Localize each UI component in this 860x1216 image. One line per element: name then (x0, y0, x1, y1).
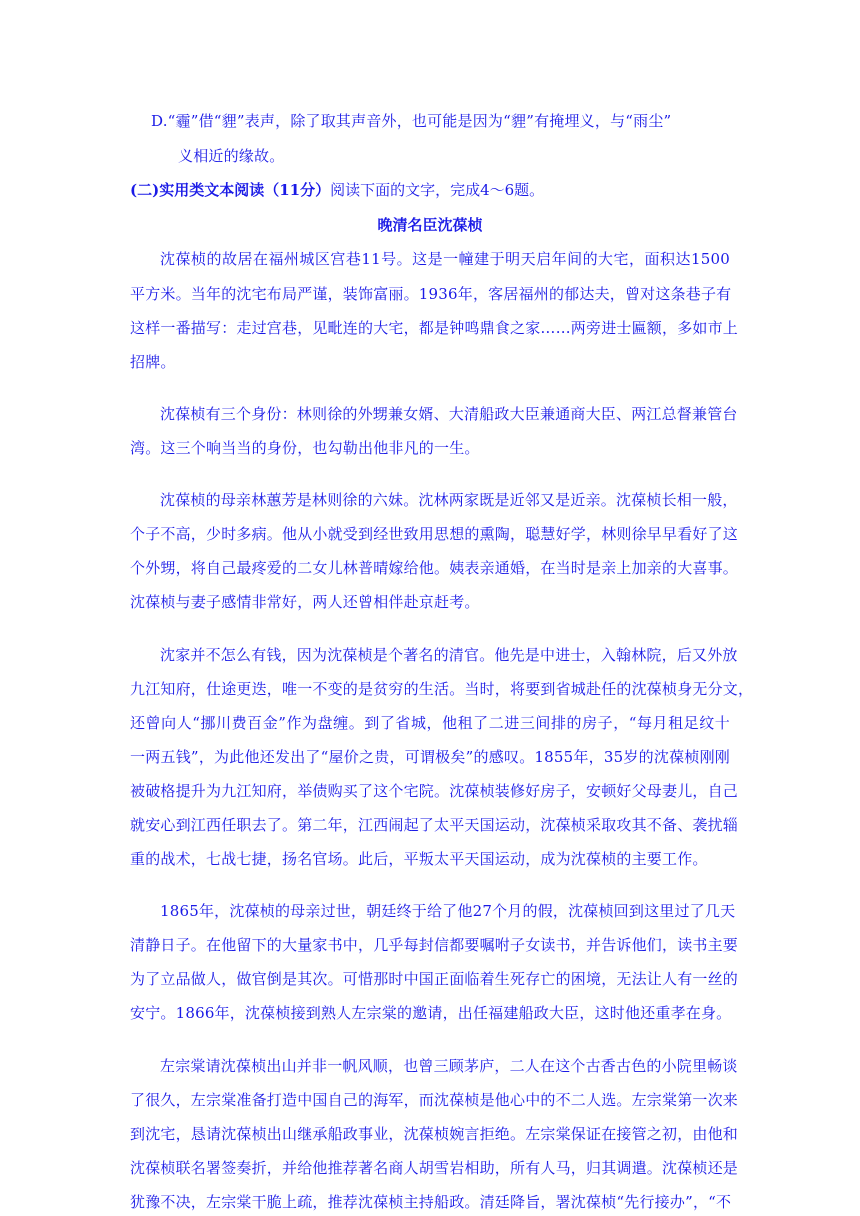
article-line: 沈葆桢的故居在福州城区宫巷11号。这是一幢建于明天启年间的大宅，面积达1500 (160, 250, 730, 268)
section-instruction: 阅读下面的文字，完成4～6题。 (330, 181, 545, 199)
section-label: (二)实用类文本阅读（11分） (130, 181, 331, 199)
article-line: 犹豫不决，左宗棠干脆上疏，推荐沈葆桢主持船政。清廷降旨，署沈葆桢“先行接办”，“不 (130, 1193, 732, 1211)
article-line: 沈葆桢的母亲林蕙芳是林则徐的六妹。沈林两家既是近邻又是近亲。沈葆桢长相一般， (160, 491, 738, 509)
article-line: 这样一番描写：走过宫巷，见毗连的大宅，都是钟鸣鼎食之家……两旁进士匾额，多如市上 (130, 319, 739, 337)
section-heading (130, 180, 544, 200)
article-line: 个子不高，少时多病。他从小就受到经世致用思想的熏陶，聪慧好学，林则徐早早看好了这 (130, 525, 739, 543)
option-d-line-1: D.“霾”借“貍”表声，除了取其声音外，也可能是因为“貍”有掩埋义，与“雨尘” (151, 112, 672, 130)
article-line: 还曾向人“挪川费百金”作为盘缠。到了省城，他租了二进三间排的房子，“每月租足纹十 (130, 714, 730, 732)
article-line: 安宁。1866年，沈葆桢接到熟人左宗棠的邀请，出任福建船政大臣，这时他还重孝在身。 (130, 1004, 732, 1022)
option-d-line-2: 义相近的缘故。 (178, 147, 285, 165)
article-line: 沈葆桢与妻子感情非常好，两人还曾相伴赴京赶考。 (130, 593, 480, 611)
article-line: 为了立品做人，做官倒是其次。可惜那时中国正面临着生死存亡的困境，无法让人有一丝的 (130, 970, 739, 988)
article-line: 1865年，沈葆桢的母亲过世，朝廷终于给了他27个月的假，沈葆桢回到这里过了几天 (160, 902, 736, 920)
article-line: 沈葆桢联名署签奏折，并给他推荐著名商人胡雪岩相助，所有人马，归其调遣。沈葆桢还是 (130, 1159, 739, 1177)
article-line: 一两五钱”，为此他还发出了“屋价之贵，可谓极矣”的感叹。1855年，35岁的沈葆桢刚刚 (130, 748, 730, 766)
article-line: 个外甥，将自己最疼爱的二女儿林普晴嫁给他。姨表亲通婚，在当时是亲上加亲的大喜事。 (130, 559, 739, 577)
article-title: 晚清名臣沈葆桢 (377, 216, 483, 234)
article-line: 平方米。当年的沈宅布局严谨，装饰富丽。1936年，客居福州的郁达夫，曾对这条巷子有 (130, 285, 732, 303)
article-line: 左宗棠请沈葆桢出山并非一帆风顺，也曾三顾茅庐，二人在这个古香古色的小院里畅谈 (160, 1057, 738, 1075)
article-line: 九江知府，仕途更迭，唯一不变的是贫穷的生活。当时，将要到省城赴任的沈葆桢身无分文， (130, 680, 754, 698)
article-line: 招牌。 (130, 353, 176, 371)
article-line: 就安心到江西任职去了。第二年，江西闹起了太平天国运动，沈葆桢采取攻其不备、袭扰辎 (130, 816, 739, 834)
article-line: 到沈宅，恳请沈葆桢出山继承船政事业，沈葆桢婉言拒绝。左宗棠保证在接管之初，由他和 (130, 1125, 739, 1143)
article-line: 清静日子。在他留下的大量家书中，几乎每封信都要嘱咐子女读书，并告诉他们，读书主要 (130, 936, 739, 954)
article-line: 了很久，左宗棠准备打造中国自己的海军，而沈葆桢是他心中的不二人选。左宗棠第一次来 (130, 1091, 739, 1109)
article-line: 沈葆桢有三个身份：林则徐的外甥兼女婿、大清船政大臣兼通商大臣、两江总督兼管台 (160, 405, 738, 423)
article-line: 湾。这三个响当当的身份，也勾勒出他非凡的一生。 (130, 439, 480, 457)
article-line: 沈家并不怎么有钱，因为沈葆桢是个著名的清官。他先是中进士，入翰林院，后又外放 (160, 646, 738, 664)
article-line: 重的战术，七战七捷，扬名官场。此后，平叛太平天国运动，成为沈葆桢的主要工作。 (130, 850, 708, 868)
article-line: 被破格提升为九江知府，举债购买了这个宅院。沈葆桢装修好房子，安顿好父母妻儿，自己 (130, 782, 739, 800)
